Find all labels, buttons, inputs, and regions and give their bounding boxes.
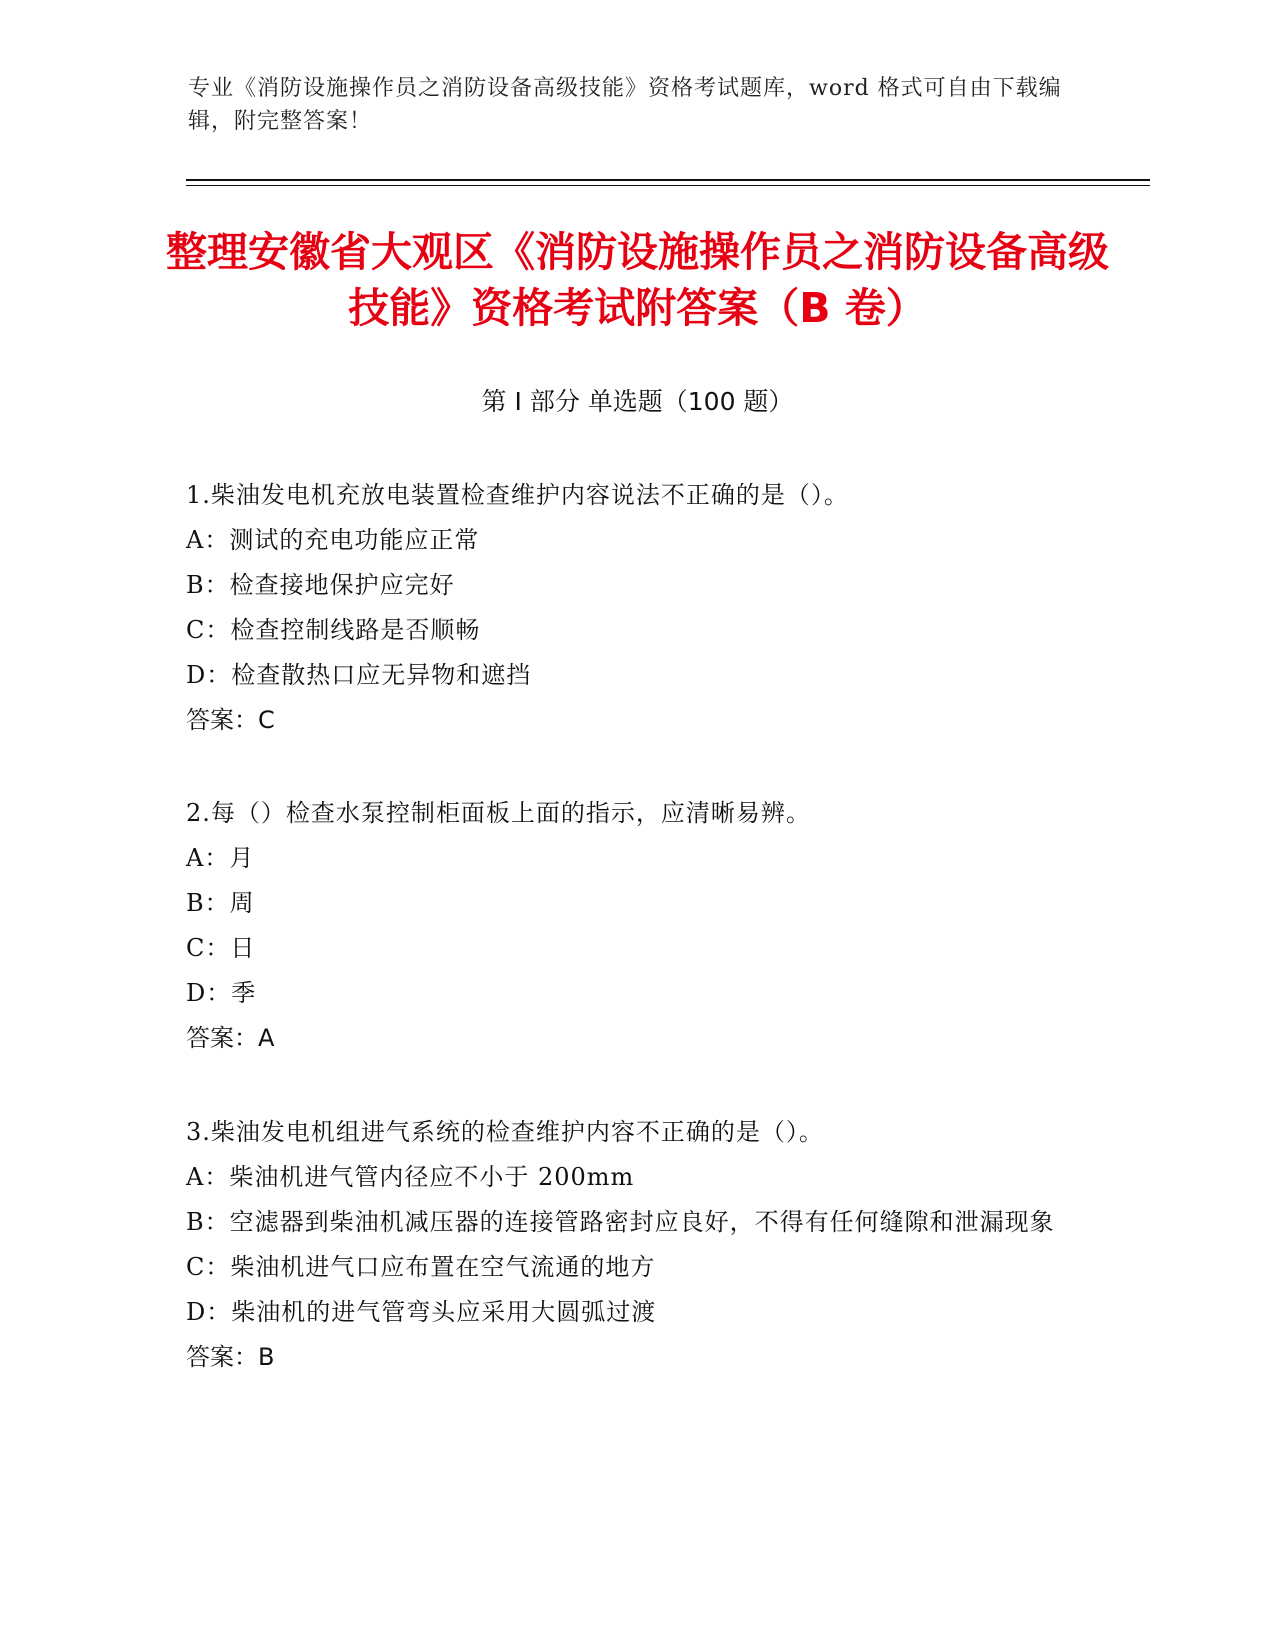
question-option-b: B：检查接地保护应完好: [186, 571, 455, 599]
header-note: 专业《消防设施操作员之消防设备高级技能》资格考试题库，word 格式可自由下载编辑，附完整答案！: [188, 76, 1062, 134]
question-option-c: C：检查控制线路是否顺畅: [186, 616, 481, 644]
document-title: 整理安徽省大观区《消防设施操作员之消防设备高级技能》资格考试附答案（B 卷）: [166, 228, 1109, 332]
question-option-d: D：季: [186, 979, 257, 1007]
question-option-c: C：日: [186, 934, 256, 962]
question-option-d: D：检查散热口应无异物和遮挡: [186, 661, 532, 689]
question-option-a: A：月: [186, 844, 255, 872]
question-answer: 答案：C: [186, 706, 275, 734]
question-option-d: D：柴油机的进气管弯头应采用大圆弧过渡: [186, 1298, 657, 1326]
question-answer: 答案：B: [186, 1343, 275, 1371]
question-stem: 2.每（）检查水泵控制柜面板上面的指示，应清晰易辨。: [186, 799, 811, 827]
question-option-b: B：周: [186, 889, 255, 917]
question-item: [186, 1110, 1066, 1380]
question-option-b: B：空滤器到柴油机减压器的连接管路密封应良好，不得有任何缝隙和泄漏现象: [186, 1208, 1055, 1236]
question-answer: 答案：A: [186, 1024, 275, 1052]
question-option-c: C：柴油机进气口应布置在空气流通的地方: [186, 1253, 656, 1281]
section-title: 第 I 部分 单选题（100 题）: [481, 387, 794, 416]
question-item: [186, 473, 1066, 743]
header-divider-thick: [186, 179, 1150, 181]
question-item: [186, 791, 1066, 1061]
header-divider-thin: [186, 185, 1150, 186]
question-stem: 1.柴油发电机充放电装置检查维护内容说法不正确的是（）。: [186, 481, 849, 509]
question-stem: 3.柴油发电机组进气系统的检查维护内容不正确的是（）。: [186, 1118, 824, 1146]
question-option-a: A：测试的充电功能应正常: [186, 526, 480, 554]
question-option-a: A：柴油机进气管内径应不小于 200mm: [186, 1163, 635, 1191]
